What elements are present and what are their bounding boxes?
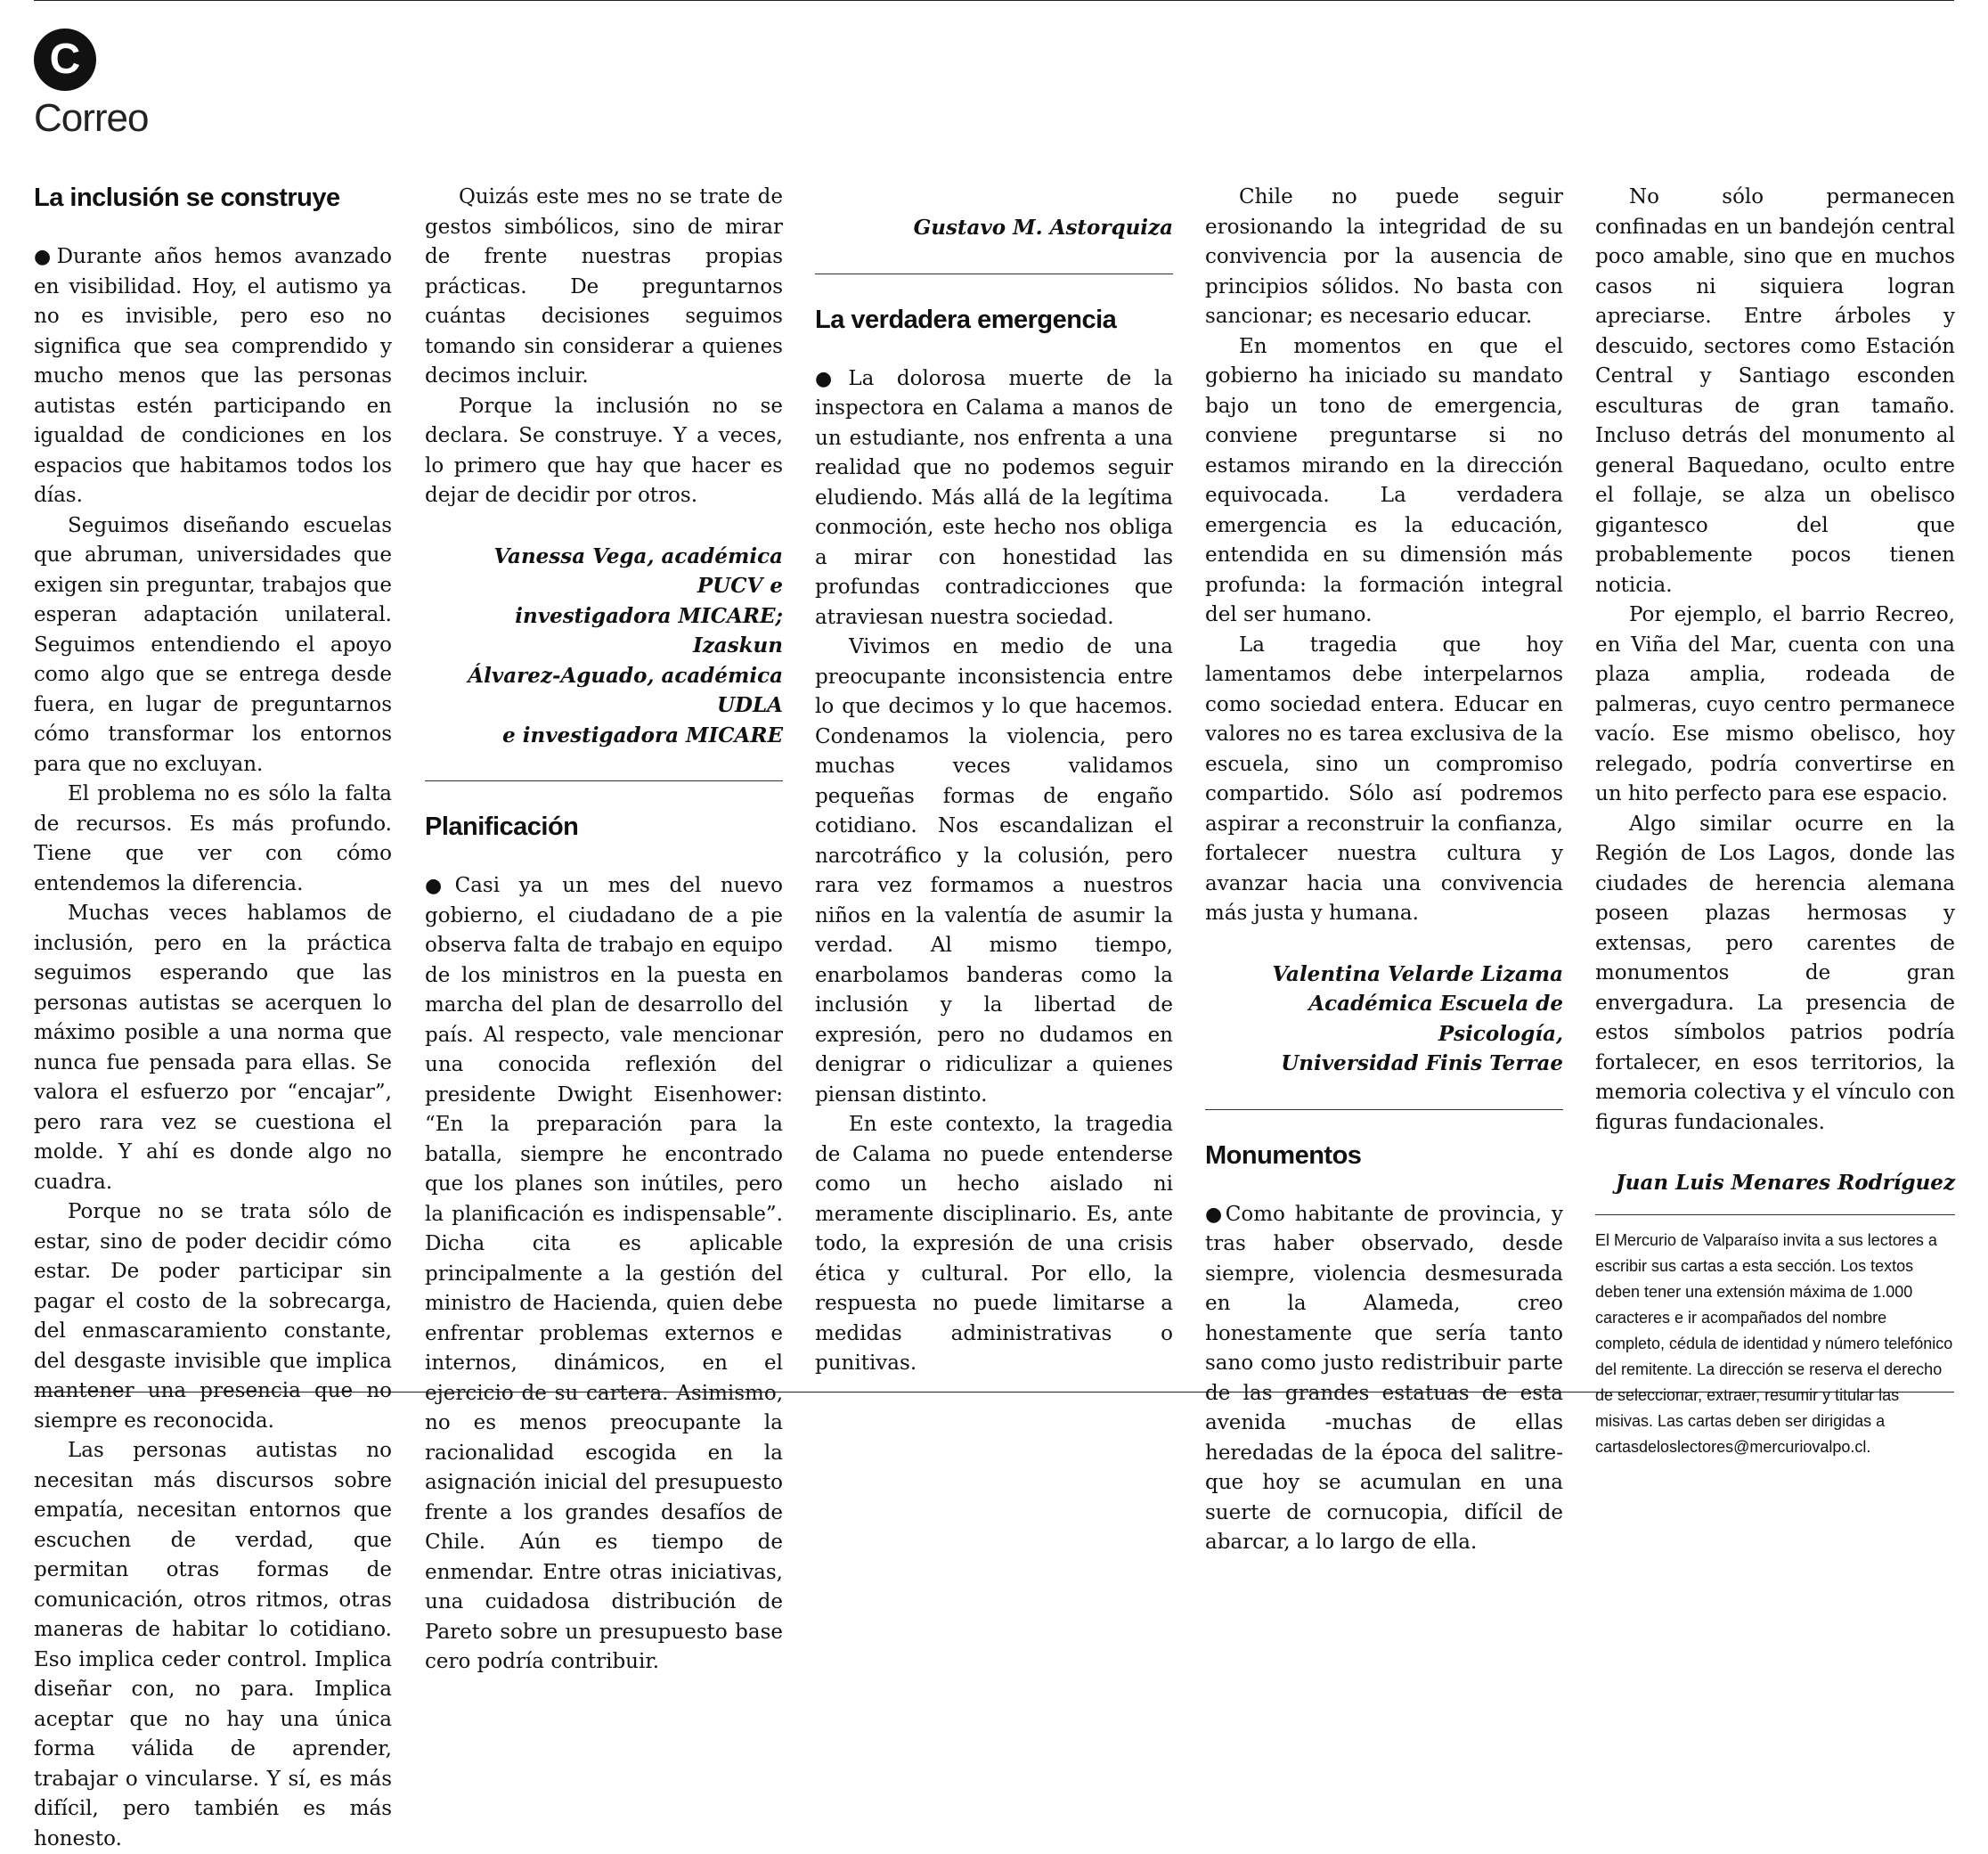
section-title: Correo [34, 96, 149, 140]
top-rule [34, 0, 1954, 1]
column-1 [34, 183, 392, 1850]
letter-divider [425, 780, 783, 781]
signature-line: Álvarez-Aguado, académica UDLA [468, 663, 783, 717]
signature-line: Juan Luis Menares Rodríguez [1615, 1171, 1955, 1195]
signature-line: investigadora MICARE; Izaskun [515, 603, 783, 657]
bullet-icon: ● [34, 246, 57, 268]
letter-4-paragraph: ●Como habitante de provincia, y tras haber observado, desde siempre, violencia desmesurada en la Alameda, creo honestamente que sería tanto sano como justo redistribuir parte de las grandes estatuas de esta avenida -muchas de ellas heredadas de la época del salitre- que hoy se acumulan en una suerte de cornucopia, difícil de abarcar, a lo largo de ella. [1205, 1202, 1563, 1554]
signature-line: e investigadora MICARE [502, 723, 783, 747]
letter-1-paragraph: El problema no es sólo la falta de recursos. Es más profundo. Tiene que ver con cómo entendemos la diferencia. [34, 782, 392, 895]
signature-line: Universidad Finis Terrae [1281, 1051, 1563, 1075]
signature-line: Académica Escuela de Psicología, [1308, 992, 1563, 1046]
letter-2-headline: Planificación [425, 813, 579, 841]
letter-1-paragraph: Muchas veces hablamos de inclusión, pero en la práctica seguimos esperando que las personas autistas se acerquen lo máximo posible a una norma que nunca fue pensada para ellas. Se valora el esfuerzo por “encajar”, pero rara vez se cuestiona el molde. Y ahí es donde algo no cuadra. [34, 902, 392, 1194]
section-logo: C [34, 29, 96, 91]
letter-3-paragraph: La tragedia que hoy lamentamos debe interpelarnos como sociedad entera. Educar en valores no es tarea exclusiva de la escuela, sino un compromiso compartido. Sólo así podremos aspirar a reconstruir la confianza, fortalecer nuestra cultura y avanzar hacia una convivencia más justa y humana. [1205, 633, 1563, 925]
bullet-icon: ● [1205, 1203, 1226, 1226]
letter-4-paragraph: No sólo permanecen confinadas en un bandejón central poco amable, sino que en muchos casos ni siquiera logran apreciarse. Entre árboles y descuido, sectores como Estación Central y Santiago esconden esculturas de gran tamaño. Incluso detrás del monumento al general Baquedano, oculto entre el follaje, se alza un obelisco gigantesco del que probablemente pocos tienen noticia. [1595, 185, 1955, 597]
bottom-rule [34, 1392, 1954, 1393]
signature-line: Gustavo M. Astorquiza [913, 216, 1173, 240]
letter-1-paragraph: Porque no se trata sólo de estar, sino de poder decidir cómo estar. De poder participar sin pagar el costo de la sobrecarga, del enmascaramiento constante, del desgaste invisible que implica mantener una presencia que no siempre es reconocida. [34, 1200, 392, 1433]
column-4 [1205, 183, 1563, 1554]
letter-1-headline: La inclusión se construye [34, 184, 340, 212]
letter-3-headline: La verdadera emergencia [815, 305, 1117, 334]
letter-3-paragraph: En momentos en que el gobierno ha iniciado su mandato bajo un tono de emergencia, conviene preguntarse si no estamos mirando en la dirección equivocada. La verdadera emergencia es la educación, entendida en su dimensión más profunda: la formación integral del ser humano. [1205, 334, 1563, 626]
letter-1-signature [425, 542, 783, 751]
letter-1-paragraph: Porque la inclusión no se declara. Se construye. Y a veces, lo primero que hay que hacer es dejar de decidir por otros. [425, 394, 783, 507]
letter-3-signature [1205, 960, 1563, 1079]
bullet-icon: ● [815, 367, 849, 390]
signature-line: Valentina Velarde Lizama [1272, 961, 1563, 986]
column-2 [425, 183, 783, 1673]
letter-3-paragraph: ●La dolorosa muerte de la inspectora en Calama a manos de un estudiante, nos enfrenta a una realidad que no podemos seguir eludiendo. Más allá de la legítima conmoción, este hecho nos obliga a mirar con honestidad las profundas contradicciones que atraviesan nuestra sociedad. [815, 366, 1173, 629]
letter-1-paragraph: Seguimos diseñando escuelas que abruman, universidades que exigen sin preguntar, trabajos que esperan adaptación unilateral. Seguimos entendiendo el apoyo como algo que se entrega desde fuera, en lugar de preguntarnos cómo transformar los entornos para que no excluyan. [34, 513, 392, 776]
letter-1-paragraph: ●Durante años hemos avanzado en visibilidad. Hoy, el autismo ya no es invisible, pero eso no significa que sea comprendido y mucho menos que las personas autistas estén participando en igualdad de condiciones en los espacios que habitamos todos los días. [34, 245, 392, 507]
editor-note: El Mercurio de Valparaíso invita a sus lectores a escribir sus cartas a esta sección. Los textos deben tener una extensión máxima de 1.000 caracteres e ir acompañados del nombre completo, cédula de identidad y número telefónico del remitente. La dirección se reserva el derecho de seleccionar, extraer, resumir y titular las misivas. Las cartas deben ser dirigidas a cartasdeloslectores@mercuriovalpo.cl. [1595, 1214, 1955, 1460]
column-3 [815, 183, 1173, 1390]
letter-1-paragraph: Las personas autistas no necesitan más discursos sobre empatía, necesitan entornos que escuchen de verdad, que permitan otras formas de comunicación, otros ritmos, otras maneras de habitar lo cotidiano. Eso implica ceder control. Implica diseñar con, no para. Implica aceptar que no hay una única forma válida de aprender, trabajar o vincularse. Y sí, es más difícil, pero también es más honesto. [34, 1439, 392, 1850]
letter-1-paragraph: Quizás este mes no se trate de gestos simbólicos, sino de mirar de frente nuestras propias prácticas. De preguntarnos cuántas decisiones seguimos tomando sin considerar a quienes decimos incluir. [425, 185, 783, 388]
letter-3-paragraph: Vivimos en medio de una preocupante inconsistencia entre lo que decimos y lo que hacemos. Condenamos la violencia, pero muchas veces validamos pequeñas formas de engaño cotidiano. Nos escandalizan el narcotráfico y la colusión, pero rara vez formamos a nuestros niños en la valentía de asumir la verdad. Al mismo tiempo, enarbolamos banderas como la inclusión y la libertad de expresión, pero no dudamos en denigrar o ridiculizar a quienes piensan distinto. [815, 635, 1173, 1107]
letter-divider [1205, 1109, 1563, 1110]
letter-2-signature [815, 213, 1173, 243]
letter-4-headline: Monumentos [1205, 1140, 1362, 1170]
letter-3-paragraph: Chile no puede seguir erosionando la integridad de su convivencia por la ausencia de principios sólidos. No basta con sancionar; es necesario educar. [1205, 185, 1563, 328]
column-5 [1595, 183, 1955, 1456]
letter-4-paragraph: Por ejemplo, el barrio Recreo, en Viña del Mar, cuenta con una plaza amplia, rodeada de palmeras, cuyo centro permanece vacío. Ese mismo obelisco, hoy relegado, podría convertirse en un hito perfecto para ese espacio. [1595, 603, 1955, 805]
bullet-icon: ● [425, 875, 455, 897]
signature-line: Vanessa Vega, académica PUCV e [493, 543, 783, 598]
letter-4-paragraph: Algo similar ocurre en la Región de Los Lagos, donde las ciudades de herencia alemana poseen plazas hermosas y extensas, pero carentes de monumentos de gran envergadura. La presencia de estos símbolos patrios podría fortalecer, en esos territorios, la memoria colectiva y el vínculo con figuras fundacionales. [1595, 812, 1955, 1134]
letter-4-signature [1595, 1168, 1955, 1198]
letter-3-paragraph: En este contexto, la tragedia de Calama no puede entenderse como un hecho aislado ni meramente disciplinario. Es, ante todo, la expresión de una crisis ética y cultural. Por ello, la respuesta no puede limitarse a medidas administrativas o punitivas. [815, 1113, 1173, 1375]
letter-2-paragraph: ●Casi ya un mes del nuevo gobierno, el ciudadano de a pie observa falta de trabajo en equipo de los ministros en la puesta en marcha del plan de desarrollo del país. Al respecto, vale mencionar una conocida reflexión del presidente Dwight Eisenhower: “En la preparación para la batalla, siempre he encontrado que los planes son inútiles, pero la planificación es indispensable”. Dicha cita es aplicable principalmente a la gestión del ministro de Hacienda, quien debe enfrentar problemas externos e internos, dinámicos, en el ejercicio de su cartera. Asimismo, no es menos preocupante la racionalidad escogida en la asignación inicial del presupuesto frente a los grandes desafíos de Chile. Aún es tiempo de enmendar. Entre otras iniciativas, una cuidadosa distribución de Pareto sobre un presupuesto base cero podría contribuir. [425, 874, 783, 1673]
